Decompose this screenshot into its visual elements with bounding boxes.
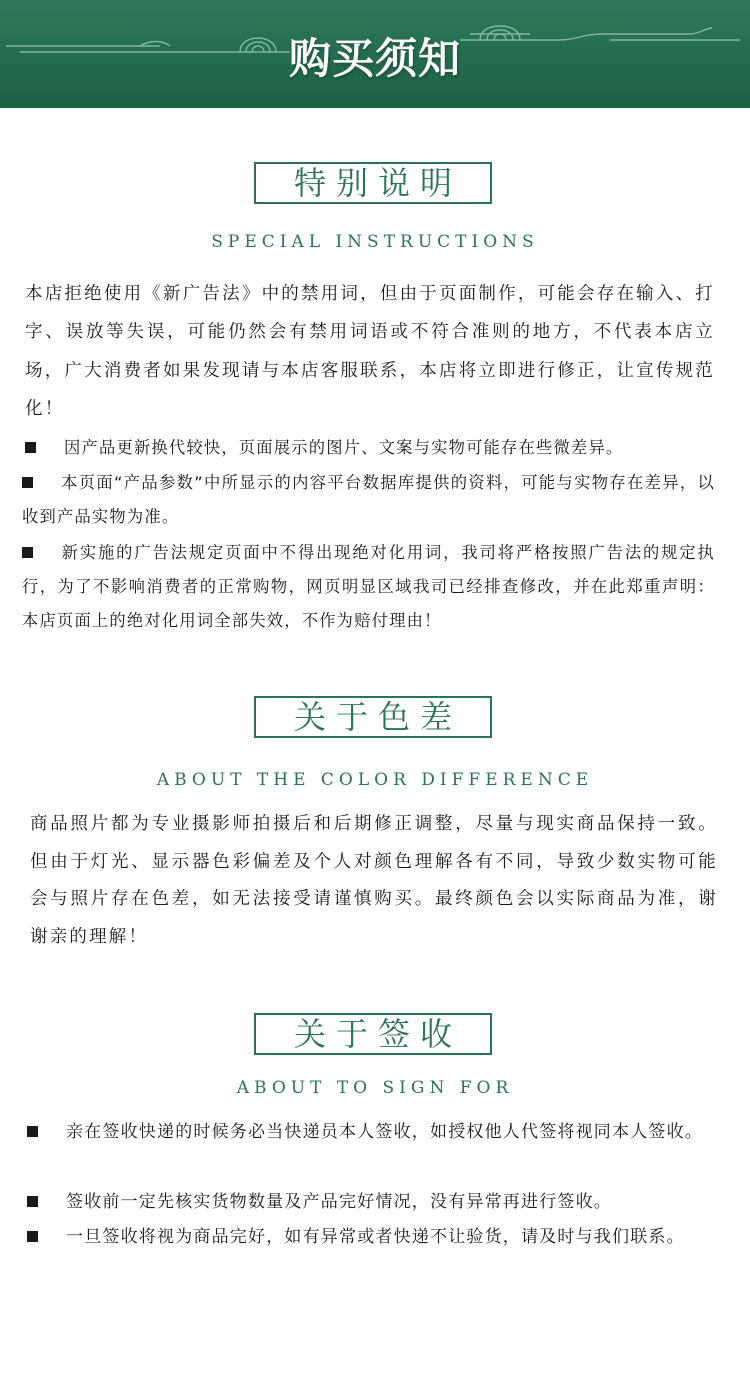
list-item [25,432,715,464]
list-item [27,1185,725,1220]
sign-section-title: 关于签收 [254,1013,492,1055]
square-bullet-icon [25,442,36,453]
list-item [22,536,715,638]
list-item-text: 签收前一定先核实货物数量及产品完好情况，没有异常再进行签收。 [66,1192,612,1212]
square-bullet-icon [22,547,33,558]
list-item [27,1115,725,1150]
list-item-text: 亲在签收快递的时候务必当快递员本人签收，如授权他人代签将视同本人签收。 [66,1122,703,1142]
list-item-text: 因产品更新换代较快，页面展示的图片、文案与实物可能存在些微差异。 [64,438,624,457]
square-bullet-icon [27,1126,38,1137]
square-bullet-icon [27,1196,38,1207]
sign-section-subtitle: ABOUT TO SIGN FOR [236,1078,514,1098]
header-banner [0,0,750,108]
color-section-title: 关于色差 [254,696,492,738]
list-item-text: 本页面“产品参数”中所显示的内容平台数据库提供的资料，可能与实物存在差异，以收到产品实物为准。 [22,473,715,526]
list-item-text: 新实施的广告法规定页面中不得出现绝对化用词，我司将严格按照广告法的规定执行，为了不影响消费者的正常购物，网页明显区域我司已经排查修改，并在此郑重声明：本店页面上的绝对化用词全部失效，不作为赔付理由！ [22,543,715,630]
list-item-text: 一旦签收将视为商品完好，如有异常或者快递不让验货，请及时与我们联系。 [66,1227,685,1247]
color-paragraph: 商品照片都为专业摄影师拍摄后和后期修正调整，尽量与现实商品保持一致。但由于灯光、显示器色彩偏差及个人对颜色理解各有不同，导致少数实物可能会与照片存在色差，如无法接受请谨慎购买。最终颜色会以实际商品为准，谢谢亲的理解！ [30,814,718,947]
list-item [22,466,715,534]
square-bullet-icon [22,477,33,488]
special-section-subtitle: SPECIAL INSTRUCTIONS [211,232,539,252]
special-section-title: 特别说明 [254,162,492,204]
list-item [27,1220,725,1255]
square-bullet-icon [27,1231,38,1242]
special-intro-paragraph: 本店拒绝使用《新广告法》中的禁用词，但由于页面制作，可能会存在输入、打字、误放等失误，可能仍然会有禁用词语或不符合准则的地方，不代表本店立场，广大消费者如果发现请与本店客服联系，本店将立即进行修正，让宣传规范化！ [25,284,715,419]
page-title: 购买须知 [288,34,461,83]
color-section-subtitle: ABOUT THE COLOR DIFFERENCE [156,770,594,790]
